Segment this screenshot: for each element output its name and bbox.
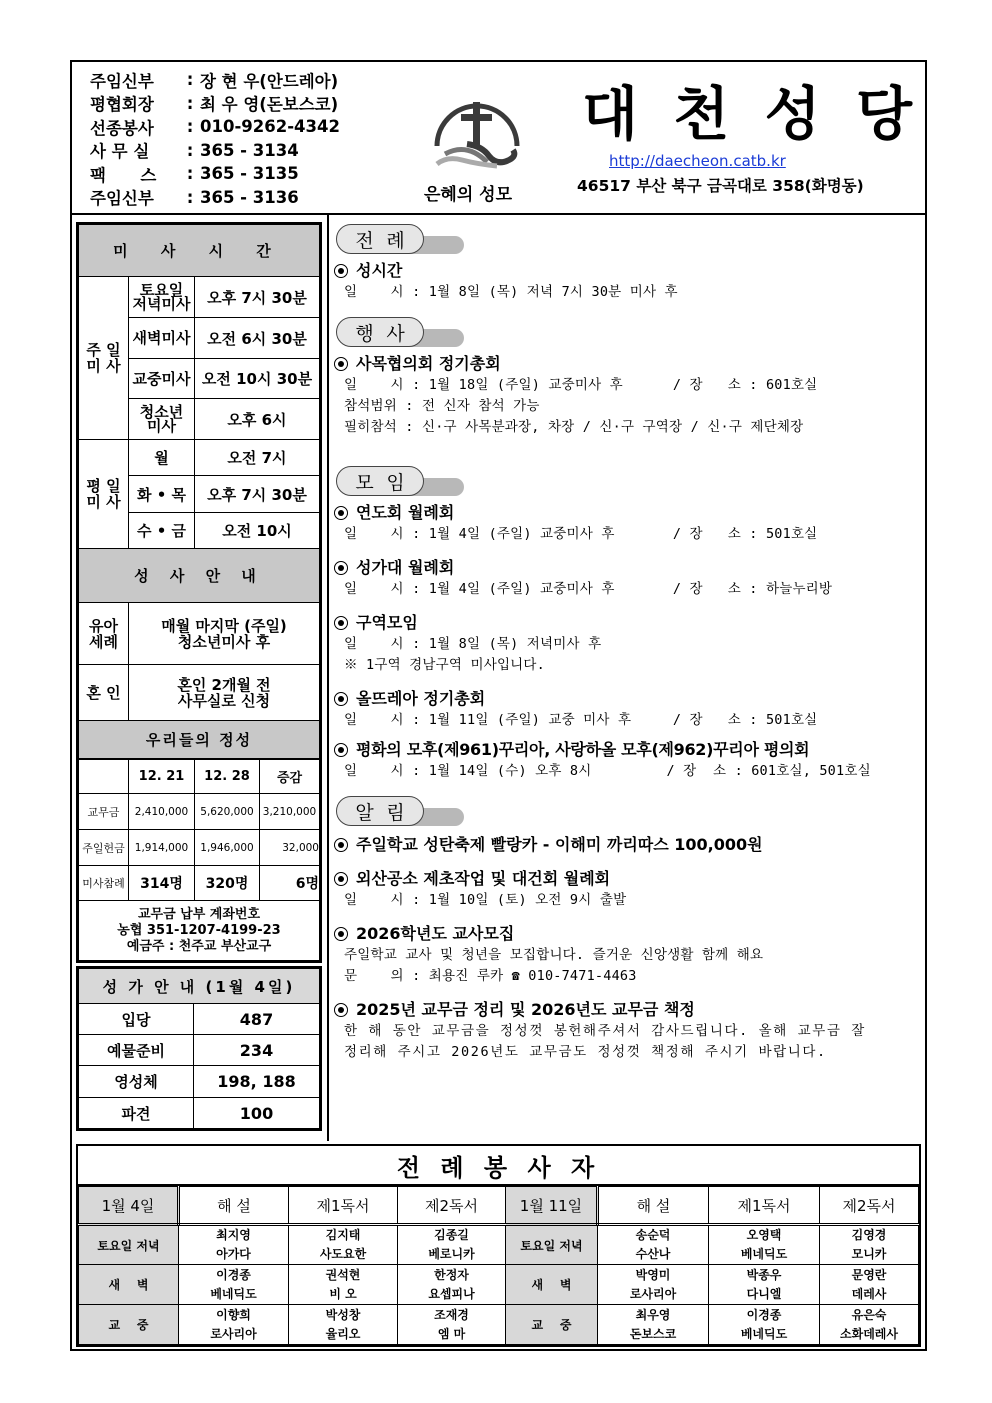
item-line: 일 시 : 1월 4일 (주일) 교중미사 후 / 장 소 : 하늘누리방 (344, 581, 833, 597)
item-line: 정리해 주시고 2026년도 교무금도 정성껏 책정해 주시기 바랍니다. (344, 1044, 827, 1060)
contact-label: 주임신부 (90, 189, 154, 209)
right-column (327, 214, 925, 1141)
title-text: 2026학년도 교사모집 (356, 924, 515, 943)
mass-label: 교 중 (79, 1305, 179, 1345)
pill-char: 알 (355, 801, 374, 824)
item-line: 일 시 : 1월 10일 (토) 오전 9시 출발 (344, 892, 627, 908)
mass-time: 오후 7시 30분 (195, 476, 320, 513)
server-name: 이경종 (746, 1307, 782, 1322)
sacrament-label: 혼 인 (79, 665, 129, 721)
contact-row (90, 115, 390, 139)
mass-time: 오전 7시 (195, 440, 320, 476)
contact-value: 365 - 3134 (200, 140, 299, 160)
item-title (334, 923, 924, 945)
baptismal-name: 로사리아 (629, 1286, 677, 1301)
item-title (334, 502, 924, 524)
separator: : (186, 140, 194, 160)
radio-bullet-icon (334, 506, 348, 520)
server-name: 유은숙 (851, 1307, 887, 1322)
server-cell (820, 1305, 919, 1345)
account-number: 농협 351-1207-4199-23 (117, 922, 281, 938)
spacer (334, 987, 924, 999)
radio-bullet-icon (334, 357, 348, 371)
mass-time: 오전 6시 30분 (195, 318, 320, 359)
week-date: 1월 4일 (79, 1187, 179, 1225)
item-line: ※ 1구역 경남구역 미사입니다. (344, 657, 545, 673)
title-text: 올뜨레아 정기총회 (356, 689, 486, 708)
address: 46517 부산 북구 금곡대로 358(화명동) (577, 177, 864, 195)
server-cell (289, 1225, 398, 1265)
account-holder: 예금주 : 천주교 부산교구 (126, 938, 272, 954)
item-title (334, 557, 924, 579)
title-text: 2025년 교무금 정리 및 2026년도 교무금 책정 (356, 1000, 695, 1019)
cell: 32,000 (260, 830, 320, 866)
cell: 6명 (260, 866, 320, 901)
server-name: 이향희 (216, 1307, 251, 1322)
baptismal-name: 요셉피나 (428, 1286, 475, 1301)
offerings-table (78, 759, 320, 961)
radio-bullet-icon (334, 692, 348, 706)
hymns-table (78, 968, 320, 1129)
servers-row (79, 1265, 919, 1305)
server-cell (709, 1225, 820, 1265)
item-line: 일 시 : 1월 8일 (목) 저녁미사 후 (344, 636, 602, 652)
mass-times-table (78, 224, 320, 759)
title-text: 사목협의회 정기총회 (356, 354, 501, 373)
item-line: 일 시 : 1월 4일 (주일) 교중미사 후 / 장 소 : 501호실 (344, 526, 818, 542)
bulletin-page (70, 60, 927, 1351)
server-name: 최지영 (216, 1228, 251, 1242)
weekday-mass-label (79, 440, 129, 549)
baptismal-name: 데레사 (851, 1286, 887, 1301)
hymn-label: 입당 (79, 1004, 194, 1035)
sacraments-title: 성 사 안 내 (79, 549, 320, 603)
servers-table (78, 1186, 919, 1345)
title-char: 천 (673, 80, 730, 148)
column-header: 12. 21 (129, 760, 195, 794)
label-line: 청소년 (139, 403, 184, 421)
radio-bullet-icon (334, 616, 348, 630)
cell: 1,914,000 (129, 830, 195, 866)
label-line: 미 사 (86, 493, 121, 511)
baptismal-name: 베네딕도 (740, 1247, 788, 1261)
hymn-label: 예물준비 (79, 1035, 194, 1066)
item-line: 일 시 : 1월 18일 (주일) 교중미사 후 / 장 소 : 601호실 (344, 377, 818, 393)
text-line: 혼인 2개월 전 (177, 675, 271, 694)
column-header: 증감 (260, 760, 320, 794)
server-name: 조재경 (434, 1307, 469, 1322)
church-logo-icon (427, 84, 527, 174)
server-name: 송순덕 (635, 1228, 671, 1242)
mass-name (129, 277, 195, 318)
mass-time: 오전 10시 (195, 513, 320, 549)
cell: 5,620,000 (195, 794, 260, 830)
radio-bullet-icon (334, 927, 348, 941)
sacrament-label (79, 603, 129, 665)
left-column (76, 222, 322, 1131)
server-name: 김영경 (851, 1228, 887, 1242)
announcements (334, 224, 924, 1063)
label-line: 세례 (89, 632, 118, 651)
server-cell (398, 1225, 506, 1265)
liturgy-servers-box (76, 1144, 921, 1347)
mass-time: 오후 7시 30분 (195, 277, 320, 318)
pill-char: 사 (386, 322, 405, 345)
contact-row (90, 68, 390, 92)
pill-char: 림 (386, 801, 405, 824)
header (72, 62, 925, 215)
section-pill-meetings (334, 466, 924, 500)
label-line: 주 일 (86, 341, 121, 359)
servers-header-row (79, 1187, 919, 1225)
title-text: 연도회 월례회 (356, 503, 455, 522)
server-cell (179, 1265, 289, 1305)
offerings-title: 우리들의 정성 (79, 721, 320, 759)
contact-label: 평협회장 (90, 95, 154, 115)
item-title (334, 999, 924, 1021)
server-cell (179, 1225, 289, 1265)
pill (336, 224, 424, 254)
contact-row (90, 162, 390, 186)
row-label: 미사참례 (79, 866, 129, 901)
radio-bullet-icon (334, 838, 348, 852)
baptismal-name: 엠 마 (437, 1326, 466, 1341)
server-name: 김지태 (325, 1228, 361, 1242)
title-char: 성 (764, 80, 821, 148)
mass-times-title: 미 사 시 간 (79, 225, 320, 277)
role-header: 제2독서 (398, 1187, 506, 1225)
item-title (334, 739, 924, 761)
separator: : (186, 93, 194, 113)
church-name (582, 82, 912, 146)
radio-bullet-icon (334, 872, 348, 886)
server-cell (179, 1305, 289, 1345)
text-line: 청소년미사 후 (177, 632, 271, 651)
radio-bullet-icon (334, 561, 348, 575)
server-name: 오영택 (746, 1228, 782, 1242)
item-line: 필히참석 : 신·구 사목분과장, 차장 / 신·구 구역장 / 신·구 제단체장 (344, 419, 804, 435)
item-line: 참석범위 : 전 신자 참석 가능 (344, 398, 540, 414)
contact-row (90, 92, 390, 116)
role-header: 제2독서 (820, 1187, 919, 1225)
pill (336, 796, 424, 826)
baptismal-name: 수산나 (635, 1247, 671, 1261)
role-header: 제1독서 (709, 1187, 820, 1225)
row-label: 교무금 (79, 794, 129, 830)
text-line: 사무실로 신청 (177, 691, 271, 710)
mass-time: 오전 10시 30분 (195, 359, 320, 399)
sunday-mass-label (79, 277, 129, 440)
title-text: 성가대 월례회 (356, 558, 455, 577)
contact-value: 010-9262-4342 (200, 117, 340, 137)
row-label: 주일헌금 (79, 830, 129, 866)
mass-label: 교 중 (506, 1305, 598, 1345)
pill-char: 례 (386, 229, 405, 252)
hymn-number: 487 (194, 1004, 320, 1035)
item-line: 일 시 : 1월 8일 (목) 저녁 7시 30분 미사 후 (344, 284, 678, 300)
mass-times-box (76, 222, 322, 963)
item-line: 일 시 : 1월 11일 (주일) 교중 미사 후 / 장 소 : 501호실 (344, 712, 818, 728)
spacer (334, 856, 924, 868)
server-name: 한정자 (434, 1267, 469, 1282)
mass-label: 토요일 저녁 (506, 1225, 598, 1265)
server-name: 최우영 (635, 1307, 671, 1322)
column-header: 12. 28 (195, 760, 260, 794)
label-line: 평 일 (86, 477, 121, 495)
server-cell (398, 1265, 506, 1305)
servers-title: 전 례 봉 사 자 (78, 1146, 919, 1186)
account-line: 교무금 납부 계좌번호 (137, 906, 261, 922)
item-title (334, 260, 924, 282)
server-cell (709, 1305, 820, 1345)
label-line: 토요일 (139, 281, 184, 299)
separator: : (186, 164, 194, 184)
server-name: 문영란 (851, 1267, 887, 1282)
radio-bullet-icon (334, 1003, 348, 1017)
servers-row (79, 1305, 919, 1345)
separator: : (186, 117, 194, 137)
contact-row (90, 139, 390, 163)
sacrament-text (129, 603, 320, 665)
mass-name: 교중미사 (129, 359, 195, 399)
pill (336, 317, 424, 347)
baptismal-name: 비 오 (329, 1286, 357, 1301)
sacrament-text (129, 665, 320, 721)
item-line: 한 해 동안 교무금을 정성껏 봉헌해주셔서 감사드립니다. 올해 교무금 잘 (344, 1023, 866, 1039)
role-header: 해 설 (598, 1187, 709, 1225)
pill (336, 466, 424, 496)
column-header (79, 760, 129, 794)
item-title (334, 868, 924, 890)
hymn-label: 영성체 (79, 1066, 194, 1098)
hymns-title: 성 가 안 내 (1월 4일) (79, 969, 320, 1004)
spacer (334, 600, 924, 612)
server-cell (820, 1265, 919, 1305)
section-pill-notices (334, 796, 924, 830)
baptismal-name: 모니카 (851, 1247, 887, 1261)
server-cell (598, 1265, 709, 1305)
mass-time: 오후 6시 (195, 399, 320, 440)
item-line: 일 시 : 1월 14일 (수) 오후 8시 / 장 소 : 601호실, 501호실 (344, 763, 871, 779)
hymns-box (76, 966, 322, 1131)
pill-char: 행 (355, 322, 374, 345)
baptismal-name: 베네딕도 (740, 1326, 788, 1341)
item-title (334, 612, 924, 634)
server-name: 이경종 (216, 1267, 251, 1282)
spacer (334, 545, 924, 557)
cell: 314명 (129, 866, 195, 901)
baptismal-name: 베로니카 (428, 1247, 475, 1261)
mass-day: 월 (129, 440, 195, 476)
label-line: 유아 (89, 616, 118, 635)
server-cell (398, 1305, 506, 1345)
mass-name (129, 399, 195, 440)
cell: 320명 (195, 866, 260, 901)
mass-label: 새 벽 (506, 1265, 598, 1305)
contact-label: 선종봉사 (90, 118, 154, 138)
mass-name: 새벽미사 (129, 318, 195, 359)
radio-bullet-icon (334, 743, 348, 757)
mass-day: 수 • 금 (129, 513, 195, 549)
role-header: 제1독서 (289, 1187, 398, 1225)
title-text: 외산공소 제초작업 및 대건회 월례회 (356, 869, 611, 888)
cell: 2,410,000 (129, 794, 195, 830)
server-cell (598, 1225, 709, 1265)
hymn-label: 파견 (79, 1098, 194, 1129)
section-pill-events (334, 317, 924, 351)
website-link[interactable]: http://daecheon.catb.kr (609, 152, 786, 170)
baptismal-name: 로사리아 (210, 1326, 257, 1341)
hymn-number: 198, 188 (194, 1066, 320, 1098)
mass-label: 새 벽 (79, 1265, 179, 1305)
title-text: 주일학교 성탄축제 빨랑카 - 이해미 까리따스 100,000원 (356, 835, 763, 854)
servers-row (79, 1225, 919, 1265)
contact-value: 최 우 영(돈보스코) (200, 95, 339, 115)
server-name: 김종길 (434, 1228, 469, 1242)
title-text: 성시간 (356, 261, 403, 280)
text-line: 매월 마지막 (주일) (161, 616, 287, 635)
spacer (334, 731, 924, 739)
mass-day: 화 • 목 (129, 476, 195, 513)
title-char: 대 (582, 80, 639, 148)
server-cell (598, 1305, 709, 1345)
label-line: 미 사 (86, 357, 121, 375)
server-name: 권석현 (325, 1267, 361, 1282)
baptismal-name: 율리오 (325, 1326, 361, 1341)
title-char: 당 (855, 80, 912, 148)
account-info (79, 901, 320, 961)
contact-value: 365 - 3136 (200, 187, 299, 207)
server-cell (709, 1265, 820, 1305)
pill-char: 모 (355, 471, 374, 494)
cell: 1,946,000 (195, 830, 260, 866)
pill-char: 전 (355, 229, 374, 252)
contact-label: 주임신부 (90, 71, 154, 91)
radio-bullet-icon (334, 264, 348, 278)
baptismal-name: 돈보스코 (629, 1326, 677, 1341)
item-title (334, 834, 924, 856)
contact-value: 장 현 우(안드레아) (200, 71, 339, 91)
item-title (334, 688, 924, 710)
baptismal-name: 아가다 (216, 1247, 251, 1261)
hymn-number: 234 (194, 1035, 320, 1066)
server-cell (289, 1305, 398, 1345)
server-cell (289, 1265, 398, 1305)
contact-list (90, 68, 390, 209)
separator: : (186, 187, 194, 207)
contact-row (90, 186, 390, 210)
item-line: 주일학교 교사 및 청년을 모집합니다. 즐거운 신앙생활 함께 해요 (344, 947, 764, 963)
contact-value: 365 - 3135 (200, 164, 299, 184)
cell: 3,210,000 (260, 794, 320, 830)
title-text: 구역모임 (356, 613, 418, 632)
item-line: 문 의 : 최용진 루카 ☎ 010-7471-4463 (344, 968, 637, 984)
label-line: 미사 (147, 417, 176, 435)
baptismal-name: 베네딕도 (210, 1286, 257, 1301)
mass-label: 토요일 저녁 (79, 1225, 179, 1265)
logo-caption: 은혜의 성모 (424, 185, 513, 205)
week-date: 1월 11일 (506, 1187, 598, 1225)
title-text: 평화의 모후(제961)꾸리아, 사랑하올 모후(제962)꾸리아 평의회 (356, 740, 810, 759)
baptismal-name: 다니엘 (746, 1286, 782, 1301)
separator: : (186, 70, 194, 90)
spacer (334, 676, 924, 688)
pill-char: 임 (386, 471, 405, 494)
server-name: 박성창 (325, 1307, 361, 1322)
contact-label: 팩 스 (90, 165, 157, 185)
label-line: 저녁미사 (132, 295, 191, 313)
section-pill-liturgy (334, 224, 924, 258)
spacer (334, 911, 924, 923)
hymn-number: 100 (194, 1098, 320, 1129)
server-cell (820, 1225, 919, 1265)
item-title (334, 353, 924, 375)
baptismal-name: 소화데레사 (840, 1326, 898, 1341)
server-name: 박종우 (746, 1267, 782, 1282)
baptismal-name: 사도요한 (319, 1247, 367, 1261)
role-header: 해 설 (179, 1187, 289, 1225)
contact-label: 사 무 실 (90, 142, 150, 162)
server-name: 박영미 (635, 1267, 671, 1282)
